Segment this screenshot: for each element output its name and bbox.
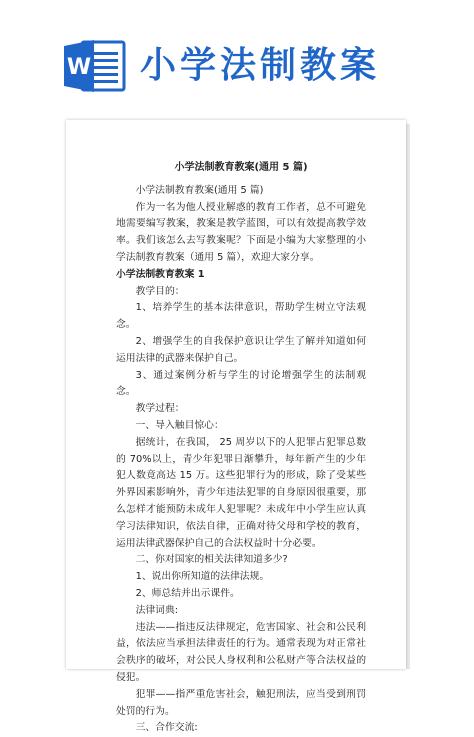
word-logo-letter: W: [66, 55, 92, 80]
body-line: 一、导入触目惊心：: [135, 419, 224, 431]
body-line: 据统计，在我国， 25 周岁以下的人犯罪占犯罪总数的 70%以上，青少年犯罪日渐攀升，每年新产生的少年犯人数竟高达 15 万。这些犯罪行为的形成，除了受某些外界因素影响外，青少年违法犯罪的自身原因很重要，那么怎样才能预防未成年人犯罪呢？未成年中小学生应认真学习法律知识，依法自律，正确对待父母和学校的教育，运用法律武器保护自己的合法权益时十分必要。: [116, 436, 366, 549]
header-banner: [0, 0, 474, 118]
body-line: 教学过程：: [135, 403, 185, 415]
body-line: 犯罪——指严重危害社会，触犯刑法，应当受到刑罚处罚的行为。: [116, 688, 366, 717]
body-line: 教学目的：: [135, 285, 185, 297]
word-doc-icon: [64, 38, 126, 94]
body-line: 1、培养学生的基本法律意识，帮助学生树立守法观念。: [116, 302, 366, 331]
subtitle-paragraph: 小学法制教育教案(通用 5 篇): [135, 184, 264, 196]
body-line: 违法——指违反法律规定，危害国家、社会和公民利益，依法应当承担法律责任的行为。通常表现为对正常社会秩序的破坏，对公民人身权利和公私财产等合法权益的侵犯。: [116, 621, 366, 683]
body-line: 1、说出你所知道的法律法规。: [135, 571, 270, 583]
document-page: [66, 120, 406, 734]
intro-paragraph: 作为一名为他人授业解惑的教育工作者，总不可避免地需要编写教案，教案是教学蓝图，可以有效提高教学效率。我们该怎么去写教案呢？下面是小编为大家整理的小学法制教育教案（通用 5 篇），欢迎大家分享。: [116, 201, 366, 263]
document-content: [116, 160, 366, 737]
body-line: 3、通过案例分析与学生的讨论增强学生的法制观念。: [116, 369, 366, 398]
document-title: 小学法制教育教案(通用 5 篇): [174, 162, 308, 173]
body-line: 三、合作交流:: [135, 722, 198, 734]
body-line: 2、增强学生的自我保护意识让学生了解并知道如何运用法律的武器来保护自己。: [116, 335, 366, 364]
body-line: 2、师总结并出示课件。: [135, 587, 240, 599]
section-heading: 小学法制教育教案 1: [116, 268, 205, 280]
body-line: 二、你对国家的相关法律知道多少?: [135, 554, 288, 566]
page-title: 小学法制教案: [140, 45, 381, 86]
body-line: 法律词典:: [135, 604, 179, 616]
